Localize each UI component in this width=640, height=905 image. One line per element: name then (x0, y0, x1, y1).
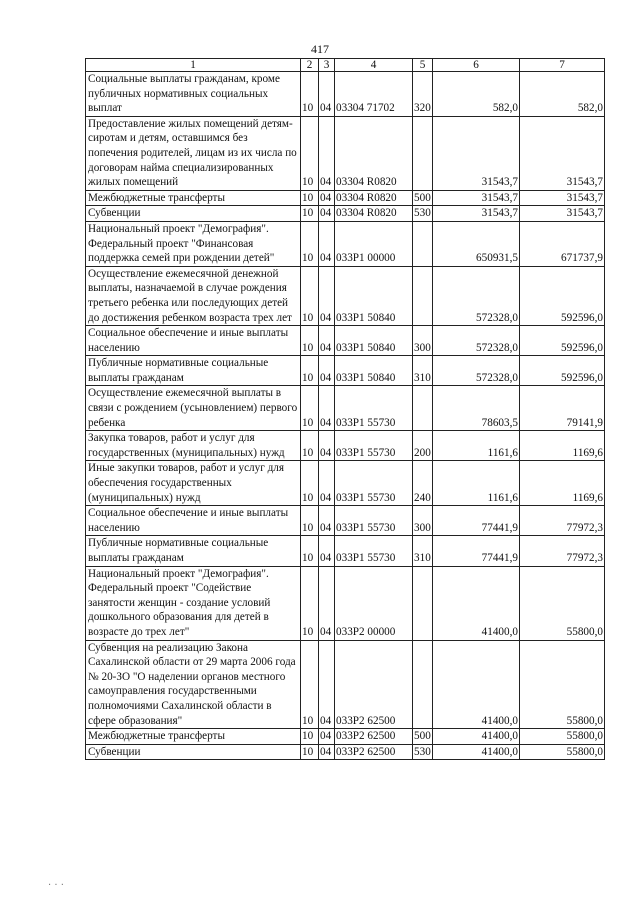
column-header: 5 (413, 59, 433, 72)
row-target-article: 03304 R0820 (335, 116, 413, 190)
table-row (86, 566, 605, 640)
row-section: 10 (301, 461, 319, 506)
row-expense-type (413, 221, 433, 266)
row-amount-col7: 582,0 (520, 72, 605, 117)
row-target-article: 033P1 00000 (335, 221, 413, 266)
row-name: Межбюджетные трансферты (86, 729, 301, 745)
row-subsection: 04 (319, 744, 335, 760)
row-name: Публичные нормативные социальные выплаты гражданам (86, 536, 301, 566)
row-target-article: 033P1 55730 (335, 536, 413, 566)
table-header-row (86, 59, 605, 72)
row-expense-type (413, 116, 433, 190)
row-target-article: 033P2 62500 (335, 744, 413, 760)
row-amount-col6: 31543,7 (433, 206, 520, 222)
row-subsection: 04 (319, 266, 335, 325)
row-target-article: 033P1 55730 (335, 386, 413, 431)
row-amount-col6: 31543,7 (433, 116, 520, 190)
column-header: 3 (319, 59, 335, 72)
row-amount-col7: 1169,6 (520, 461, 605, 506)
table-row (86, 506, 605, 536)
row-target-article: 03304 71702 (335, 72, 413, 117)
row-target-article: 033P1 55730 (335, 461, 413, 506)
row-section: 10 (301, 536, 319, 566)
row-name: Социальные выплаты гражданам, кроме публичных нормативных социальных выплат (86, 72, 301, 117)
row-amount-col7: 1169,6 (520, 431, 605, 461)
column-header: 7 (520, 59, 605, 72)
row-section: 10 (301, 744, 319, 760)
row-amount-col7: 77972,3 (520, 536, 605, 566)
row-section: 10 (301, 190, 319, 206)
row-expense-type: 500 (413, 729, 433, 745)
row-amount-col6: 31543,7 (433, 190, 520, 206)
row-amount-col7: 31543,7 (520, 190, 605, 206)
row-expense-type: 530 (413, 206, 433, 222)
row-subsection: 04 (319, 356, 335, 386)
row-section: 10 (301, 221, 319, 266)
row-name: Иные закупки товаров, работ и услуг для обеспечения государственных (муниципальных) нужд (86, 461, 301, 506)
table-row (86, 744, 605, 760)
row-name: Национальный проект "Демография". Федеральный проект "Финансовая поддержка семей при рождении детей" (86, 221, 301, 266)
row-name: Субвенция на реализацию Закона Сахалинской области от 29 марта 2006 года № 20-ЗО "О наделении органов местного самоуправления государственными полномочиями Сахалинской области в сфере образования" (86, 640, 301, 729)
row-amount-col6: 78603,5 (433, 386, 520, 431)
row-subsection: 04 (319, 536, 335, 566)
row-name: Субвенции (86, 744, 301, 760)
row-section: 10 (301, 431, 319, 461)
row-target-article: 033P2 00000 (335, 566, 413, 640)
row-target-article: 033P2 62500 (335, 729, 413, 745)
row-expense-type: 300 (413, 326, 433, 356)
row-subsection: 04 (319, 729, 335, 745)
row-amount-col6: 77441,9 (433, 506, 520, 536)
row-name: Субвенции (86, 206, 301, 222)
row-subsection: 04 (319, 431, 335, 461)
row-subsection: 04 (319, 221, 335, 266)
row-expense-type: 310 (413, 356, 433, 386)
row-amount-col6: 41400,0 (433, 640, 520, 729)
row-target-article: 033P1 55730 (335, 431, 413, 461)
row-amount-col6: 572328,0 (433, 356, 520, 386)
row-amount-col6: 1161,6 (433, 431, 520, 461)
row-amount-col7: 55800,0 (520, 640, 605, 729)
page-number: 417 (311, 42, 329, 56)
row-expense-type: 310 (413, 536, 433, 566)
table-row (86, 386, 605, 431)
row-amount-col6: 41400,0 (433, 744, 520, 760)
row-section: 10 (301, 729, 319, 745)
column-header: 2 (301, 59, 319, 72)
row-name: Осуществление ежемесячной выплаты в связи с рождением (усыновлением) первого ребенка (86, 386, 301, 431)
table-row (86, 536, 605, 566)
row-subsection: 04 (319, 116, 335, 190)
column-header: 4 (335, 59, 413, 72)
row-subsection: 04 (319, 461, 335, 506)
row-amount-col6: 572328,0 (433, 266, 520, 325)
table-row (86, 729, 605, 745)
table-row (86, 640, 605, 729)
table-row (86, 190, 605, 206)
row-target-article: 033P1 50840 (335, 326, 413, 356)
row-section: 10 (301, 206, 319, 222)
row-name: Социальное обеспечение и иные выплаты населению (86, 326, 301, 356)
row-subsection: 04 (319, 566, 335, 640)
row-section: 10 (301, 72, 319, 117)
row-target-article: 03304 R0820 (335, 206, 413, 222)
row-amount-col7: 79141,9 (520, 386, 605, 431)
row-amount-col6: 650931,5 (433, 221, 520, 266)
row-section: 10 (301, 266, 319, 325)
row-target-article: 03304 R0820 (335, 190, 413, 206)
row-expense-type (413, 566, 433, 640)
row-section: 10 (301, 116, 319, 190)
row-subsection: 04 (319, 386, 335, 431)
row-amount-col6: 582,0 (433, 72, 520, 117)
row-amount-col6: 41400,0 (433, 566, 520, 640)
row-target-article: 033P1 55730 (335, 506, 413, 536)
row-amount-col7: 592596,0 (520, 326, 605, 356)
row-section: 10 (301, 326, 319, 356)
row-amount-col6: 41400,0 (433, 729, 520, 745)
row-amount-col7: 592596,0 (520, 356, 605, 386)
budget-table (85, 58, 605, 760)
column-header: 1 (86, 59, 301, 72)
row-amount-col7: 55800,0 (520, 744, 605, 760)
table-row (86, 72, 605, 117)
row-expense-type (413, 266, 433, 325)
row-amount-col7: 31543,7 (520, 206, 605, 222)
row-section: 10 (301, 386, 319, 431)
scan-speckle: · · · (48, 880, 64, 891)
row-subsection: 04 (319, 506, 335, 536)
row-expense-type (413, 386, 433, 431)
row-target-article: 033P1 50840 (335, 356, 413, 386)
table-row (86, 356, 605, 386)
row-expense-type: 240 (413, 461, 433, 506)
table-row (86, 221, 605, 266)
row-amount-col7: 77972,3 (520, 506, 605, 536)
row-section: 10 (301, 506, 319, 536)
table-row (86, 461, 605, 506)
row-amount-col6: 1161,6 (433, 461, 520, 506)
row-expense-type (413, 640, 433, 729)
column-header: 6 (433, 59, 520, 72)
table-row (86, 431, 605, 461)
row-target-article: 033P1 50840 (335, 266, 413, 325)
row-subsection: 04 (319, 206, 335, 222)
row-name: Закупка товаров, работ и услуг для государственных (муниципальных) нужд (86, 431, 301, 461)
row-section: 10 (301, 566, 319, 640)
table-row (86, 266, 605, 325)
table-row (86, 206, 605, 222)
row-expense-type: 500 (413, 190, 433, 206)
row-section: 10 (301, 640, 319, 729)
row-expense-type: 320 (413, 72, 433, 117)
row-target-article: 033P2 62500 (335, 640, 413, 729)
row-name: Предоставление жилых помещений детям-сиротам и детям, оставшимся без попечения родителей, лицам из их числа по договорам найма специализированных жилых помещений (86, 116, 301, 190)
table-row (86, 116, 605, 190)
row-amount-col7: 592596,0 (520, 266, 605, 325)
row-amount-col7: 671737,9 (520, 221, 605, 266)
row-expense-type: 200 (413, 431, 433, 461)
row-expense-type: 530 (413, 744, 433, 760)
row-amount-col7: 55800,0 (520, 566, 605, 640)
row-name: Социальное обеспечение и иные выплаты населению (86, 506, 301, 536)
row-amount-col6: 77441,9 (433, 536, 520, 566)
row-subsection: 04 (319, 326, 335, 356)
row-subsection: 04 (319, 72, 335, 117)
row-amount-col7: 55800,0 (520, 729, 605, 745)
table-row (86, 326, 605, 356)
row-amount-col6: 572328,0 (433, 326, 520, 356)
row-amount-col7: 31543,7 (520, 116, 605, 190)
row-expense-type: 300 (413, 506, 433, 536)
row-name: Публичные нормативные социальные выплаты гражданам (86, 356, 301, 386)
row-subsection: 04 (319, 640, 335, 729)
row-name: Межбюджетные трансферты (86, 190, 301, 206)
row-name: Национальный проект "Демография". Федеральный проект "Содействие занятости женщин - создание условий дошкольного образования для детей в возрасте до трех лет" (86, 566, 301, 640)
row-section: 10 (301, 356, 319, 386)
row-subsection: 04 (319, 190, 335, 206)
row-name: Осуществление ежемесячной денежной выплаты, назначаемой в случае рождения третьего ребенка или последующих детей до достижения ребенком возраста трех лет (86, 266, 301, 325)
